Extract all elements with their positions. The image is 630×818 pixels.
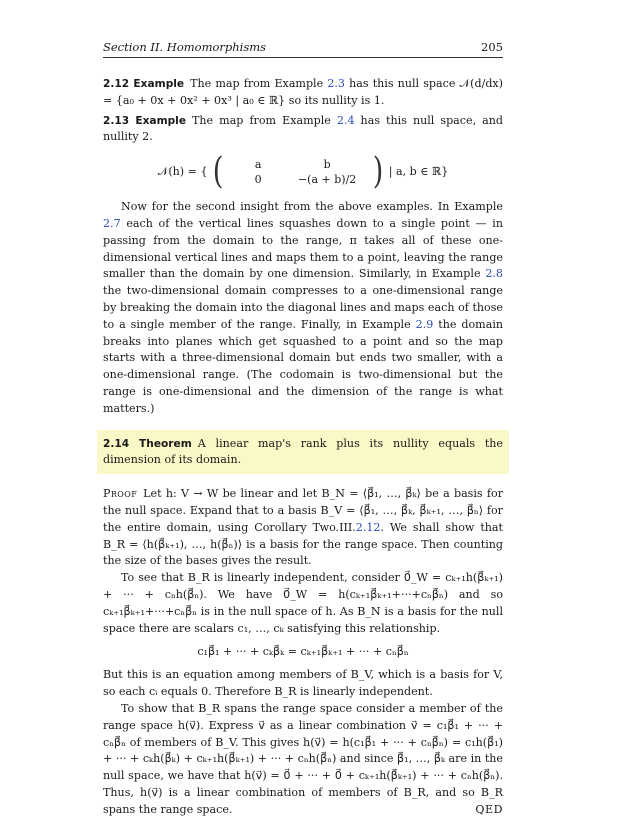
- example-text: has this null space, and nullity 2.: [103, 113, 504, 144]
- paragraph-text: each of the vertical lines squashes down to a single point — in passing from the domain to the range, π takes all of these one-dimensional vertical lines and maps them to a point, leaving the range smaller than the domain by one dimension. Similarly, in Example: [103, 216, 503, 281]
- paragraph-text: Now for the second insight from the above examples. In Example: [121, 200, 503, 214]
- matrix-entries: [229, 158, 367, 186]
- insight-paragraph: [103, 199, 503, 417]
- matrix-entry: a: [254, 158, 262, 172]
- theorem-box: [97, 430, 509, 475]
- proof-paragraph-1: [103, 486, 503, 570]
- proof-text: Let h: V → W be linear and let B_N = ⟨β⃗₁, …, β⃗ₖ⟩ be a basis for the null space. Expand that to a basis B_V = ⟨β⃗₁, …, β⃗ₖ, β⃗ₖ₊₁, …, β⃗ₙ⟩ for the entire domain, using Corollary Two.III.: [103, 487, 503, 534]
- running-header: [103, 40, 503, 58]
- right-paren: ): [372, 151, 384, 193]
- proof-text: . We shall show that B_R = ⟨h(β⃗ₖ₊₁), …, h(β⃗ₙ)⟩ is a basis for the range space. Then counting the size of the bases gives the result.: [103, 520, 503, 568]
- page: [103, 40, 503, 818]
- proof-paragraph-3: But this is an equation among members of B_V, which is a basis for V, so each cᵢ equals 0. Therefore B_R is linearly independent.: [103, 668, 503, 699]
- proof-display-equation: c₁β⃗₁ + ··· + cₖβ⃗ₖ = cₖ₊₁β⃗ₖ₊₁ + ··· + cₙβ⃗ₙ: [197, 645, 409, 659]
- proof-text: To show that B_R spans the range space consider a member of the range space h(v⃗). Express v⃗ as a linear combination v⃗ = c₁β⃗₁ + ··· + cₙβ⃗ₙ of members of B_V. This gives h(v⃗) = h(c₁β⃗₁ + ··· + cₙβ⃗ₙ) = c₁h(β⃗₁) + ··· + cₖh(β⃗ₖ) + cₖ₊₁h(β⃗ₖ₊₁) + ··· + cₙh(β⃗ₙ) and since β⃗₁, …, β⃗ₖ are in the null space, we have that h(v⃗) = 0⃗ + ··· + 0⃗ + cₖ₊₁h(β⃗ₖ₊₁) + ··· + cₙh(β⃗ₙ). Thus, h(v⃗) is a linear combination of members of B_R, and so B_R spans the range space.: [103, 701, 503, 816]
- display-lhs: 𝒩(h) = {: [157, 165, 208, 179]
- matrix-entry: −(a + b)/2: [297, 173, 357, 187]
- qed-marker: QED: [475, 802, 503, 816]
- page-number: 205: [481, 40, 503, 54]
- proof-paragraph-2: To see that B_R is linearly independent, consider 0⃗_W = cₖ₊₁h(β⃗ₖ₊₁) + ··· + cₙh(β⃗ₙ). We have 0⃗_W = h(cₖ₊₁β⃗ₖ₊₁+···+cₙβ⃗ₙ) and so cₖ₊₁β⃗ₖ₊₁+···+cₙβ⃗ₙ is in the null space of h. As B_N is a basis for the null space there are scalars c₁, …, cₖ satisfying this relationship.: [103, 571, 503, 635]
- proof-paragraph-4: [103, 701, 503, 818]
- display-rhs: | a, b ∈ ℝ}: [388, 165, 449, 179]
- paragraph-text: the domain breaks into planes which get squashed to a point and so the map starts with a three-dimensional domain but ends two smaller, with a one-dimensional range. (The codomain is two-dimensional but the range is one-dimensional and the dimension of the range is what matters.): [103, 317, 504, 415]
- theorem-statement: [103, 436, 503, 470]
- example-ref-link[interactable]: 2.3: [327, 77, 345, 90]
- matrix-entry: 0: [254, 173, 262, 187]
- theorem-label: 2.14 Theorem: [103, 437, 192, 450]
- example-text: The map from Example: [192, 113, 337, 127]
- example-ref-link[interactable]: 2.9: [415, 317, 434, 331]
- example-2-13: [103, 113, 503, 147]
- example-ref-link[interactable]: 2.4: [336, 113, 355, 127]
- section-title: Section II. Homomorphisms: [103, 40, 267, 54]
- null-space-display: [103, 151, 503, 193]
- matrix-entry: b: [323, 158, 331, 172]
- proof-label: Proof: [103, 487, 138, 501]
- matrix: [211, 151, 385, 193]
- example-label: 2.13 Example: [103, 114, 187, 127]
- left-paren: (: [212, 151, 224, 193]
- example-2-12: [103, 76, 503, 110]
- example-ref-link[interactable]: 2.7: [103, 216, 121, 230]
- corollary-ref-link[interactable]: 2.12: [355, 520, 381, 534]
- example-text: has this null space 𝒩(d/dx) = {a₀ + 0x + 0x² + 0x³ | a₀ ∈ ℝ} so its nullity is 1.: [103, 77, 504, 107]
- example-text: The map from Example: [190, 77, 328, 90]
- paragraph-text: the two-dimensional domain compresses to a one-dimensional range by breaking the domain into the diagonal lines and maps each of those to a single member of the range. Finally, in Example: [103, 284, 503, 331]
- theorem-text: A linear map's rank plus its nullity equals the dimension of its domain.: [103, 436, 504, 467]
- example-ref-link[interactable]: 2.8: [485, 267, 503, 281]
- example-label: 2.12 Example: [103, 78, 185, 90]
